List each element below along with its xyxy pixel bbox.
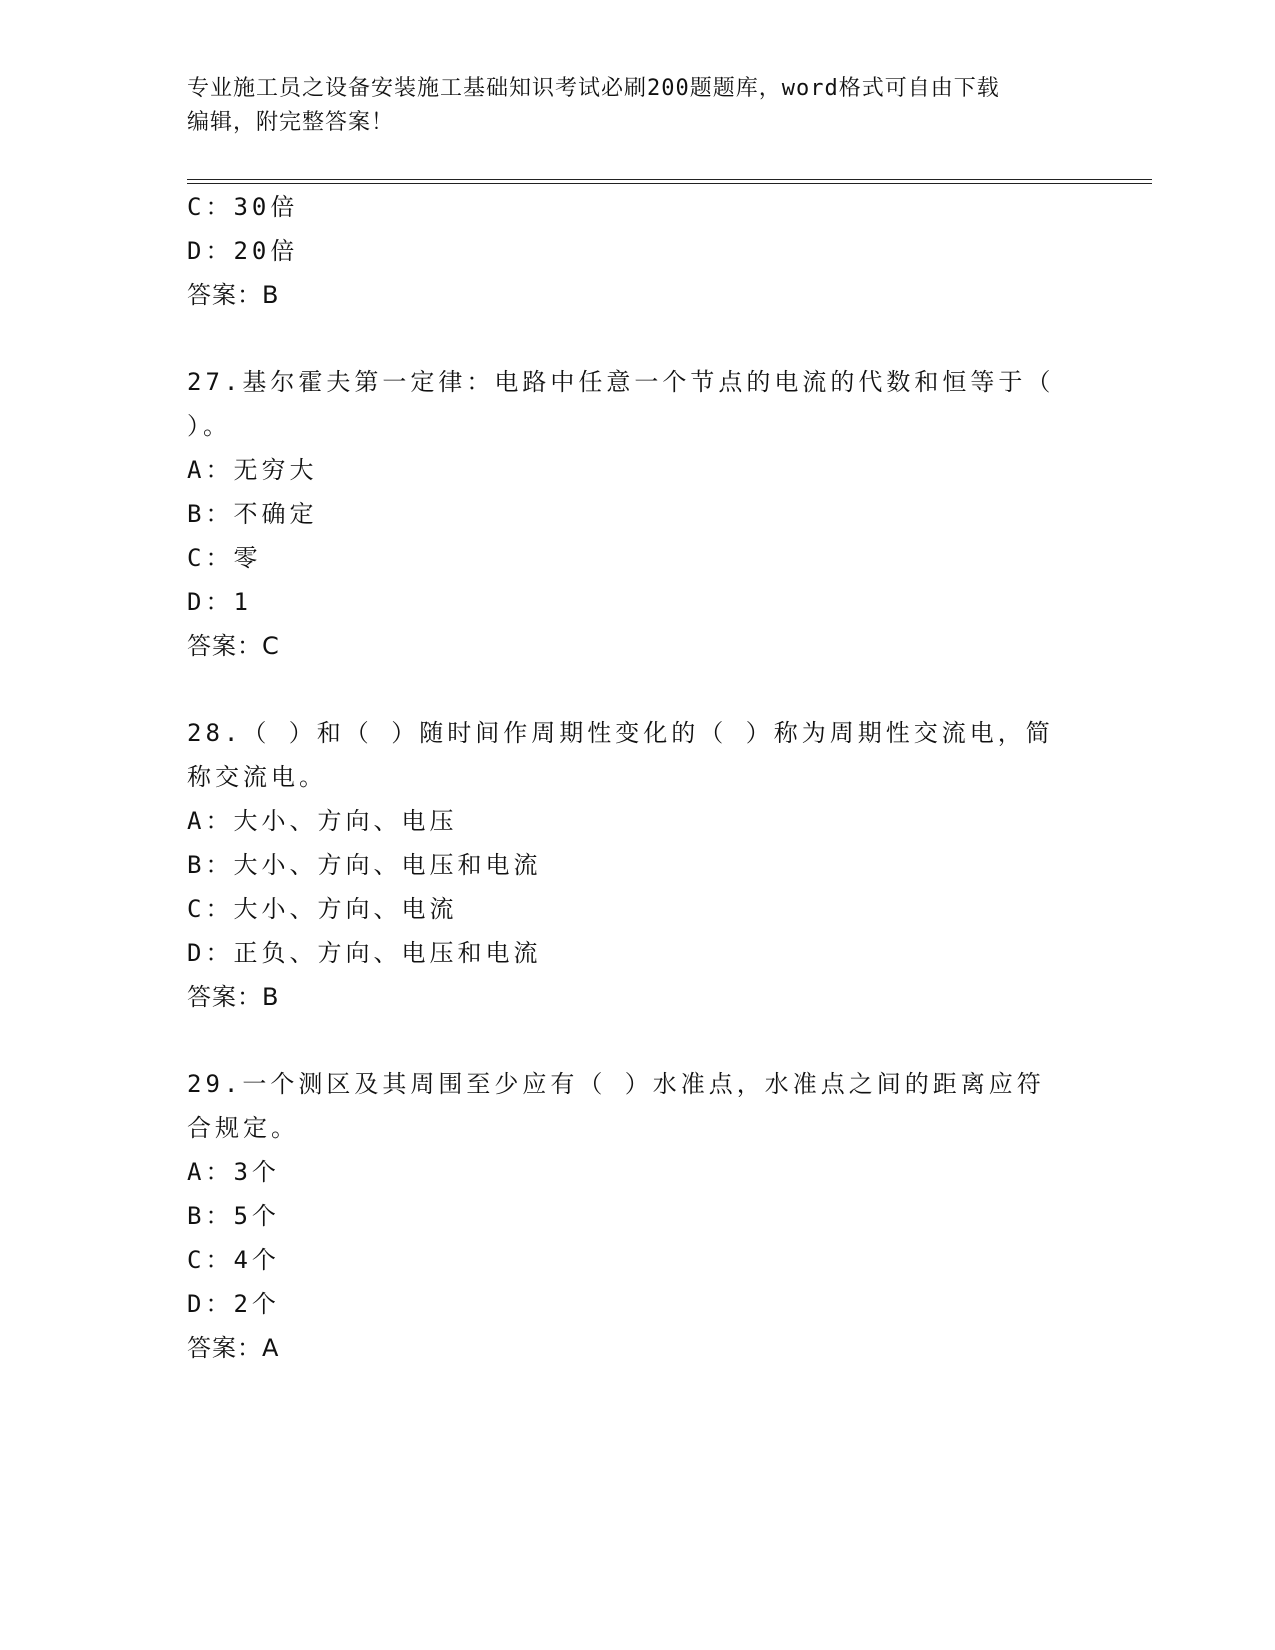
header-title-line-1: 专业施工员之设备安装施工基础知识考试必刷200题题库，word格式可自由下载 xyxy=(187,76,1000,101)
q28-option-d: D：正负、方向、电压和电流 xyxy=(187,939,542,967)
q27-option-c: C：零 xyxy=(187,544,262,572)
header-divider-top xyxy=(187,179,1152,180)
q29-stem-line-1: 29.一个测区及其周围至少应有（ ）水准点，水准点之间的距离应符 xyxy=(187,1070,1045,1098)
q28-stem-line-2: 称交流电。 xyxy=(187,763,327,791)
q26-answer: 答案：B xyxy=(187,281,280,309)
q28-option-b: B：大小、方向、电压和电流 xyxy=(187,851,542,879)
q29-option-c: C：4个 xyxy=(187,1246,280,1274)
q29-option-d: D：2个 xyxy=(187,1290,280,1318)
q27-stem-line-1: 27.基尔霍夫第一定律：电路中任意一个节点的电流的代数和恒等于（ xyxy=(187,368,1055,396)
page-header xyxy=(187,72,1087,140)
header-title-line-2: 编辑，附完整答案！ xyxy=(187,110,395,135)
q28-option-a: A：大小、方向、电压 xyxy=(187,807,458,835)
q29-answer: 答案：A xyxy=(187,1334,280,1362)
q27-option-a: A：无穷大 xyxy=(187,456,318,484)
q29-option-a: A：3个 xyxy=(187,1158,280,1186)
q28-answer: 答案：B xyxy=(187,983,280,1011)
q26-option-d: D：20倍 xyxy=(187,237,299,265)
q28-option-c: C：大小、方向、电流 xyxy=(187,895,458,923)
q27-option-b: B：不确定 xyxy=(187,500,318,528)
q27-stem-line-2: ）。 xyxy=(187,412,231,440)
q29-stem-line-2: 合规定。 xyxy=(187,1114,299,1142)
q28-stem-line-1: 28.（ ）和（ ）随时间作周期性变化的（ ）称为周期性交流电，简 xyxy=(187,719,1054,747)
q27-answer: 答案：C xyxy=(187,632,280,660)
q26-option-c: C：30倍 xyxy=(187,193,299,221)
header-divider-bottom xyxy=(187,183,1152,184)
q29-option-b: B：5个 xyxy=(187,1202,280,1230)
q27-option-d: D：1 xyxy=(187,588,252,616)
